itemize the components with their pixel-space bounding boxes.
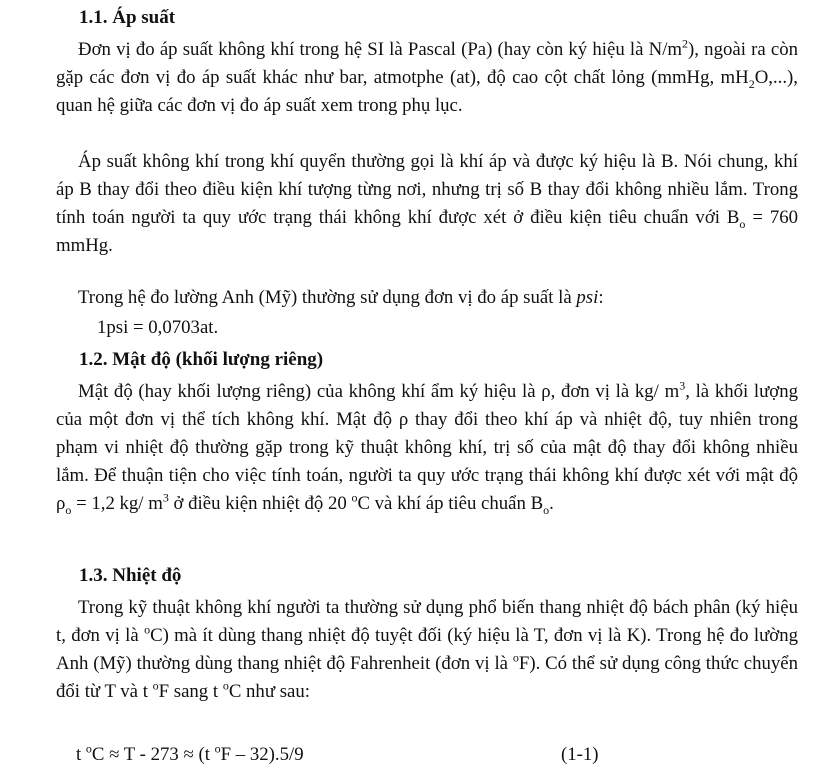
paragraph-pressure-units: Đơn vị đo áp suất không khí trong hệ SI là Pascal (Pa) (hay còn ký hiệu là $N/m^2$), ngoài ra còn gặp các đơn vị đo áp suất khác như bar, atmotphe (at), độ cao cột chất lỏng (mmHg, $mH_2O$,...), quan hệ giữa các đơn vị đo áp suất xem trong phụ lục. [56, 36, 798, 116]
psi-conversion-formula: 1psi = 0,0703at. [97, 317, 219, 338]
section-heading-pressure: 1.1. Áp suất [79, 7, 176, 28]
paragraph-temperature: Trong kỹ thuật không khí người ta thường sử dụng phổ biến thang nhiệt độ bách phân (ký hiệu t, đơn vị là $^o$C) mà ít dùng thang nhiệt độ tuyệt đối (ký hiệu là T, đơn vị là K). Trong hệ đo lường Anh (Mỹ) thường dùng thang nhiệt độ Fahrenheit (đơn vị là $^o$F). Có thể sử dụng công thức chuyển đổi từ T và t $^o$F sang t $^o$C như sau: [56, 597, 798, 702]
paragraph-psi-unit: Trong hệ đo lường Anh (Mỹ) thường sử dụng đơn vị đo áp suất là psi: [78, 287, 604, 308]
equation-number: (1-1) [561, 744, 599, 765]
paragraph-atmospheric-pressure: Áp suất không khí trong khí quyển thường gọi là khí áp và được ký hiệu là B. Nói chung, khí áp B thay đổi theo điều kiện khí tượng từng nơi, nhưng trị số B thay đổi không nhiều lắm. Trong tính toán người ta quy ước trạng thái không khí được xét ở điều kiện tiêu chuẩn với $B_o = 760$ mmHg. [56, 151, 799, 256]
temperature-conversion-formula: t $^o$C ≈ T - 273 ≈ (t $^o$F – 32).5/9 (1-1) [76, 741, 776, 769]
paragraph-density: Mật độ (hay khối lượng riêng) của không khí ẩm ký hiệu là ρ, đơn vị là kg/ $m^3$, là khối lượng của một đơn vị thể tích không khí. Mật độ ρ thay đổi theo khí áp và nhiệt độ, tuy nhiên trong phạm vi nhiệt độ thường gặp trong kỹ thuật không khí, trị số của mật độ thay đổi không nhiều lắm. Để thuận tiện cho việc tính toán, người ta quy ước trạng thái không khí được xét với mật độ $\rho_o = 1,2$ kg/ $m^3$ ở điều kiện nhiệt độ 20 $^o$C và khí áp tiêu chuẩn $B_o$. [56, 378, 798, 517]
section-heading-temperature: 1.3. Nhiệt độ [79, 565, 182, 586]
section-heading-density: 1.2. Mật độ (khối lượng riêng) [79, 349, 324, 370]
